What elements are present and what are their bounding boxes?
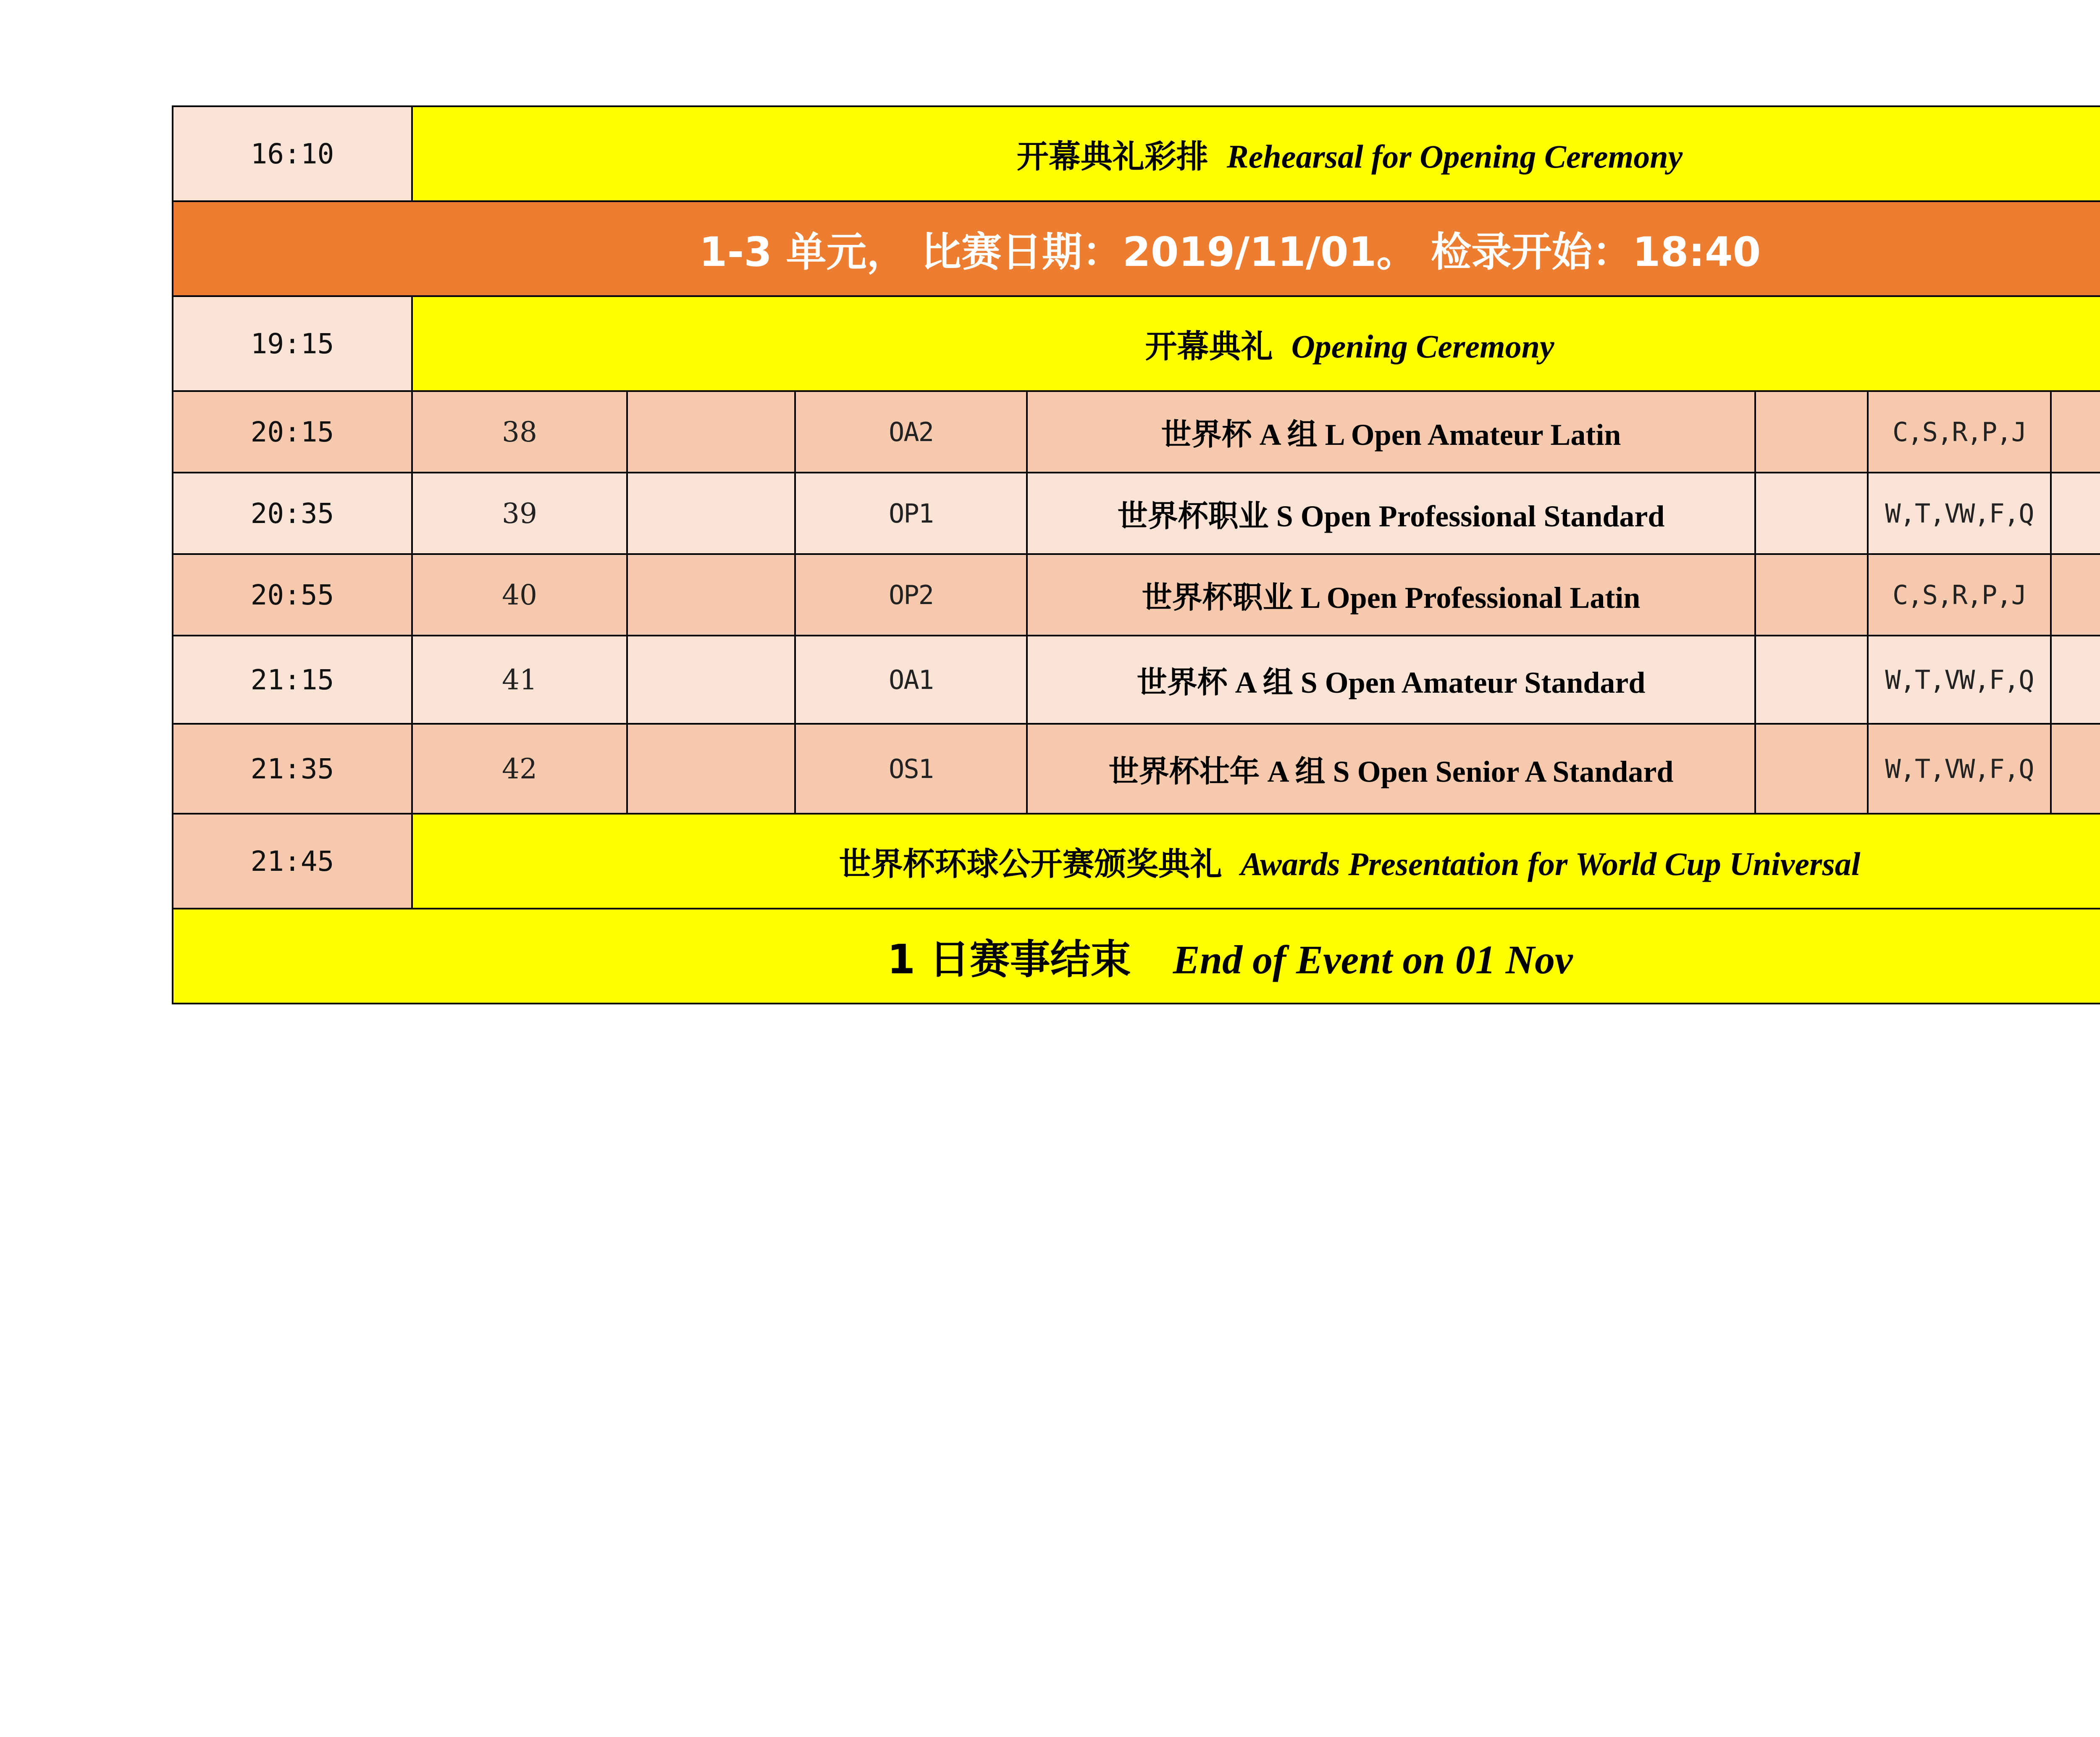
rehearsal-title-cn: 开幕典礼彩排 (1016, 137, 1208, 175)
opening-banner (412, 296, 2100, 391)
event-code: OP1 (795, 473, 1027, 554)
event-code: OS1 (795, 724, 1027, 814)
event-row (173, 724, 2100, 814)
round-label (2051, 391, 2100, 473)
awards-time: 21:45 (173, 814, 412, 909)
dance-list: W,T,VW,F,Q (1868, 636, 2051, 724)
event-time: 21:15 (173, 636, 412, 724)
awards-row (173, 814, 2100, 909)
schedule-table (172, 105, 2100, 1004)
dance-list: W,T,VW,F,Q (1868, 724, 2051, 814)
blank-cell (627, 724, 795, 814)
event-row (173, 391, 2100, 473)
blank-cell (627, 473, 795, 554)
rehearsal-banner (412, 106, 2100, 201)
event-number: 38 (412, 391, 627, 473)
session-banner (173, 201, 2100, 296)
event-code: OA2 (795, 391, 1027, 473)
event-code: OA1 (795, 636, 1027, 724)
dance-list: C,S,R,P,J (1868, 554, 2051, 636)
dance-list: W,T,VW,F,Q (1868, 473, 2051, 554)
event-time: 21:35 (173, 724, 412, 814)
blank-cell (1755, 473, 1868, 554)
rehearsal-title-en: Rehearsal for Opening Ceremony (1226, 138, 1683, 175)
round-label (2051, 724, 2100, 814)
blank-cell (1755, 636, 1868, 724)
opening-title-en: Opening Ceremony (1291, 328, 1554, 365)
opening-time: 19:15 (173, 296, 412, 391)
rehearsal-row (173, 106, 2100, 201)
blank-cell (1755, 391, 1868, 473)
event-row (173, 636, 2100, 724)
event-time: 20:35 (173, 473, 412, 554)
session-row (173, 201, 2100, 296)
opening-row (173, 296, 2100, 391)
round-label (2051, 636, 2100, 724)
end-banner (173, 909, 2100, 1004)
event-time: 20:15 (173, 391, 412, 473)
event-number: 40 (412, 554, 627, 636)
event-name: 世界杯 A 组 L Open Amateur Latin (1027, 391, 1755, 473)
event-number: 39 (412, 473, 627, 554)
blank-cell (627, 636, 795, 724)
event-row (173, 473, 2100, 554)
end-title-cn: 1 日赛事结束 (887, 936, 1131, 983)
session-info: 1-3 单元， 比赛日期：2019/11/01。 检录开始：18:40 (699, 228, 1761, 276)
event-row (173, 554, 2100, 636)
event-code: OP2 (795, 554, 1027, 636)
event-name: 世界杯职业 S Open Professional Standard (1027, 473, 1755, 554)
round-label (2051, 554, 2100, 636)
event-number: 41 (412, 636, 627, 724)
event-name: 世界杯 A 组 S Open Amateur Standard (1027, 636, 1755, 724)
end-row (173, 909, 2100, 1004)
round-label (2051, 473, 2100, 554)
event-name: 世界杯壮年 A 组 S Open Senior A Standard (1027, 724, 1755, 814)
opening-title-cn: 开幕典礼 (1145, 327, 1273, 365)
awards-title-en: Awards Presentation for World Cup Universal (1240, 845, 1861, 882)
event-time: 20:55 (173, 554, 412, 636)
blank-cell (627, 554, 795, 636)
rehearsal-time: 16:10 (173, 106, 412, 201)
event-number: 42 (412, 724, 627, 814)
dance-list: C,S,R,P,J (1868, 391, 2051, 473)
blank-cell (1755, 554, 1868, 636)
end-title-en: End of Event on 01 Nov (1173, 937, 1573, 982)
awards-banner (412, 814, 2100, 909)
awards-title-cn: 世界杯环球公开赛颁奖典礼 (839, 845, 1222, 883)
blank-cell (1755, 724, 1868, 814)
blank-cell (627, 391, 795, 473)
event-name: 世界杯职业 L Open Professional Latin (1027, 554, 1755, 636)
